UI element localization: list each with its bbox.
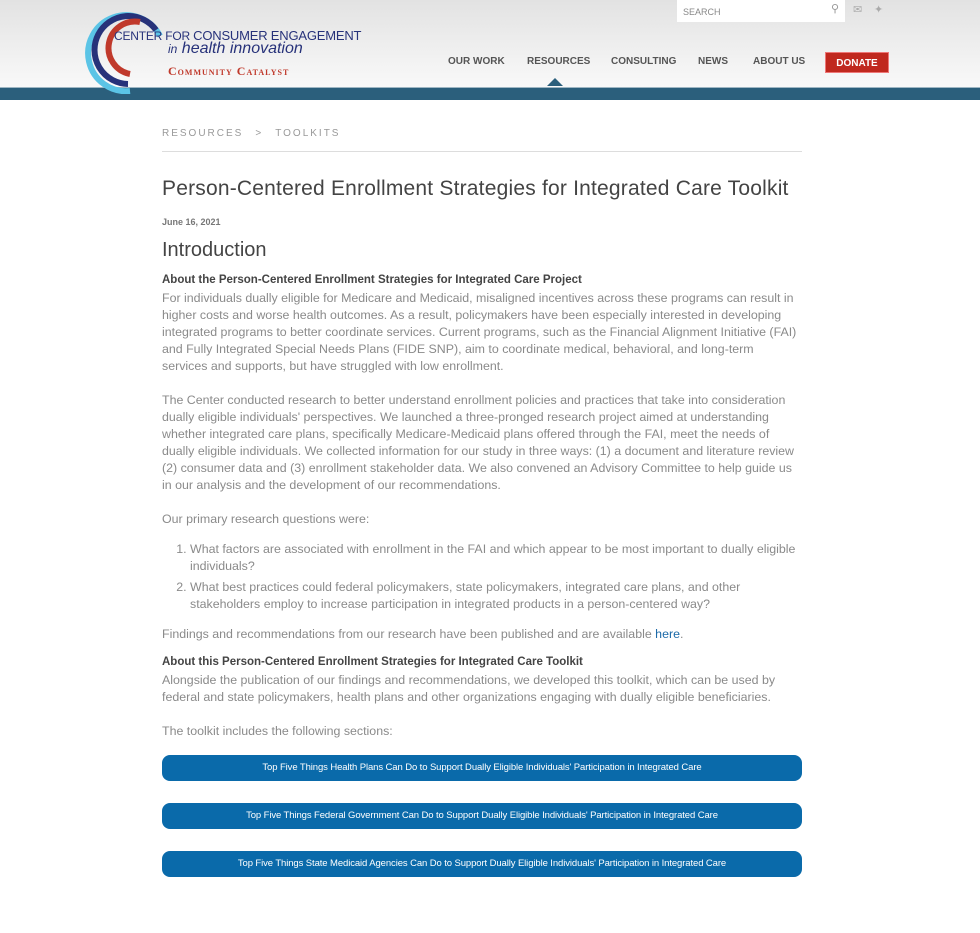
paragraph: Alongside the publication of our findings and recommendations, we developed this toolkit, which can be used by federal and state policymakers, health plans and other organizations engaging with dually eligible beneficiaries. bbox=[162, 673, 776, 704]
paragraph bbox=[162, 626, 802, 643]
research-questions bbox=[190, 541, 802, 613]
about-toolkit-heading: About this Person-Centered Enrollment Strategies for Integrated Care Toolkit bbox=[162, 656, 583, 668]
search-placeholder: SEARCH bbox=[683, 7, 721, 17]
breadcrumb-toolkits[interactable]: TOOLKITS bbox=[275, 128, 341, 139]
nav-consulting[interactable]: CONSULTING bbox=[611, 56, 677, 67]
breadcrumb-resources[interactable]: RESOURCES bbox=[162, 128, 244, 139]
nav-resources[interactable]: RESOURCES bbox=[527, 56, 591, 67]
search-icon[interactable]: ⚲ bbox=[830, 3, 839, 15]
list-item: 2. What best practices could federal policymakers, state policymakers, integrated care plans, and other stakeholders employ to increase participation in integrated products in a person-centered way? bbox=[190, 579, 802, 613]
logo-text: Community Catalyst bbox=[168, 64, 290, 78]
site-header bbox=[0, 0, 980, 87]
state-medicaid-button[interactable]: Top Five Things State Medicaid Agencies Can Do to Support Dually Eligible Individuals' Participation in Integrated Care bbox=[162, 851, 802, 877]
list-item: 1. What factors are associated with enrollment in the FAI and which appear to be most important to dually eligible individuals? bbox=[190, 541, 802, 575]
health-plans-button[interactable]: Top Five Things Health Plans Can Do to Support Dually Eligible Individuals' Participation in Integrated Care bbox=[162, 755, 802, 781]
publish-date: June 16, 2021 bbox=[162, 217, 221, 227]
breadcrumb-separator: > bbox=[255, 128, 264, 139]
search-input[interactable] bbox=[677, 0, 845, 22]
about-project-heading: About the Person-Centered Enrollment Strategies for Integrated Care Project bbox=[162, 274, 582, 286]
logo-text: in bbox=[168, 42, 178, 56]
paragraph: The Center conducted research to better understand enrollment policies and practices that take into consideration dually eligible individuals' perspectives. We launched a three-pronged research project aimed at understanding whether integrated care plans, specifically Medicare-Medicaid plans offered through the FAI, meet the needs of dually eligible individuals. We collected information for our study in three ways: (1) a document and literature review (2) consumer data and (3) enrollment stakeholder data. We also convened an Advisory Committee to help guide us in our analysis and the development of our recommendations. bbox=[162, 393, 795, 492]
paragraph: The toolkit includes the following sections: bbox=[162, 724, 393, 738]
logo[interactable] bbox=[80, 12, 362, 92]
intro-heading: Introduction bbox=[162, 239, 267, 261]
paragraph: For individuals dually eligible for Medicare and Medicaid, misaligned incentives across these programs can result in higher costs and worse health outcomes. As a result, policymakers have been especially interested in developing integrated programs to better coordinate services. Current programs, such as the Financial Alignment Initiative (FAI) and Fully Integrated Special Needs Plans (FIDE SNP), aim to coordinate medical, behavioral, and long-term services and supports, but have struggled with low enrollment. bbox=[162, 291, 797, 373]
breadcrumb bbox=[162, 128, 802, 152]
logo-arcs-icon bbox=[80, 12, 170, 94]
paragraph-text: Findings and recommendations from our research have been published and are available bbox=[162, 627, 656, 641]
logo-text: CENTER FOR bbox=[114, 29, 191, 43]
active-nav-indicator bbox=[547, 78, 563, 86]
federal-government-button[interactable]: Top Five Things Federal Government Can Do to Support Dually Eligible Individuals' Participation in Integrated Care bbox=[162, 803, 802, 829]
findings-link[interactable]: here bbox=[655, 627, 680, 641]
page-title: Person-Centered Enrollment Strategies for Integrated Care Toolkit bbox=[162, 177, 789, 200]
logo-text: CONSUMER ENGAGEMENT bbox=[193, 28, 362, 43]
nav-news[interactable]: NEWS bbox=[698, 56, 728, 67]
nav-about-us[interactable]: ABOUT US bbox=[753, 56, 806, 67]
twitter-icon[interactable]: ✦ bbox=[874, 4, 884, 16]
paragraph: Our primary research questions were: bbox=[162, 512, 370, 526]
logo-text: health innovation bbox=[181, 40, 303, 57]
paragraph-text: . bbox=[679, 627, 684, 641]
main-content bbox=[162, 128, 802, 877]
email-icon[interactable]: ✉ bbox=[853, 4, 863, 16]
nav-our-work[interactable]: OUR WORK bbox=[448, 56, 505, 67]
donate-button[interactable]: DONATE bbox=[825, 52, 889, 73]
